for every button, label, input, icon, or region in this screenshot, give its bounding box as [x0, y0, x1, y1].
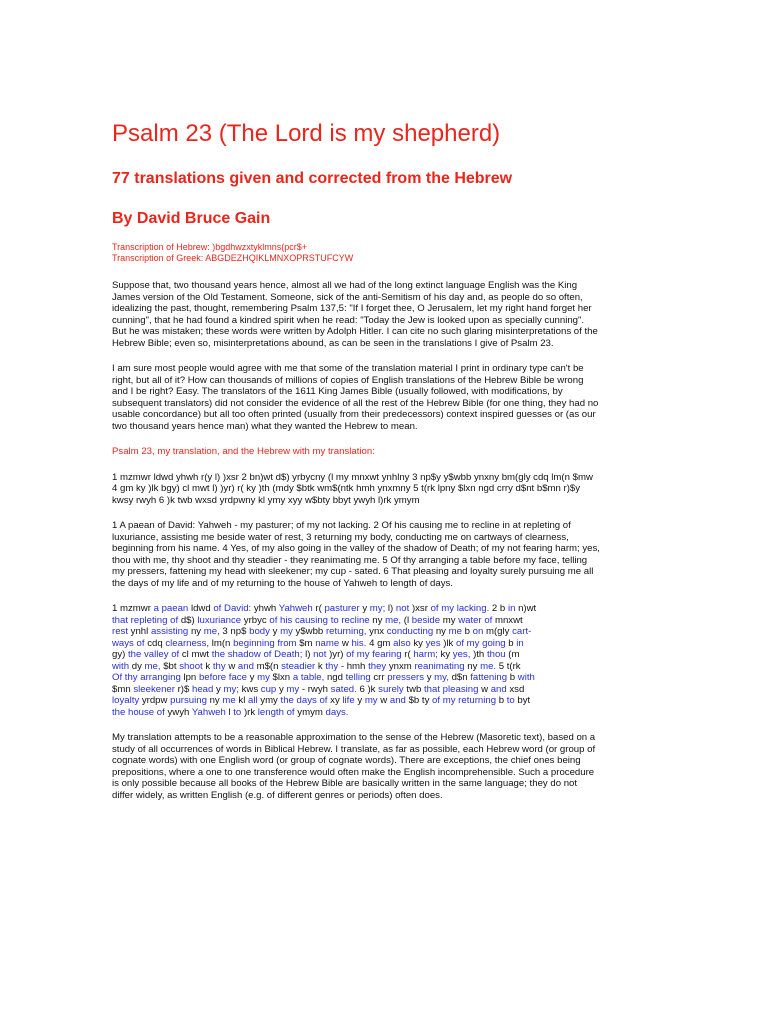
intro-paragraph-2: I am sure most people would agree with me that some of the translation material I print in ordinary type can't be right, but all of it? How can thousands of millions of copies of English translations of the Hebrew Bible be wrong and I be right? Easy. The translators of the 1611 King James Bible (usually followed, with modifications, by subsequent translators) did not consider the evidence of all the rest of the Hebrew Bible (for one thing, they had no usable concordance) but all too often printed (usually from their predecessors) context inspired guesses or (as our two thousand years hence man) what they wanted the Hebrew to mean. — [112, 363, 599, 432]
hebrew-segment: )lk — [443, 637, 457, 649]
hebrew-segment: - hmh — [340, 660, 369, 672]
hebrew-segment: 4 gm — [369, 637, 394, 649]
gloss-segment: length of — [257, 706, 298, 718]
gloss-segment: me — [222, 695, 239, 706]
gloss-segment: to — [506, 695, 518, 706]
gloss-segment: his. — [351, 637, 370, 649]
interlinear-line — [112, 661, 600, 673]
hebrew-segment: d$n — [451, 672, 471, 683]
gloss-segment: me, — [385, 614, 404, 626]
hebrew-segment: w — [341, 637, 352, 649]
gloss-segment: steadier — [281, 660, 318, 672]
gloss-segment: cup — [260, 683, 279, 695]
gloss-segment: reanimating — [414, 660, 468, 672]
hebrew-segment: kl — [238, 695, 248, 706]
hebrew-segment: k — [205, 660, 213, 672]
hebrew-segment: r( — [315, 603, 325, 614]
gloss-segment: not — [395, 603, 412, 614]
document-content — [112, 118, 600, 801]
hebrew-segment: $b — [408, 695, 422, 706]
gloss-segment: me, — [144, 660, 164, 672]
english-translation: 1 A paean of David: Yahweh - my pasturer; of my not lacking. 2 Of his causing me to recline in at repleting of luxuriance, assisting me beside water of rest, 3 returning my body, conducting me on cartways of clearness, beginning from his name. 4 Yes, of my also going in the valley of the shadow of Death; of my not fearing harm; yes, thou with me, thy shoot and thy steadier - they reanimating me. 5 Of thy arranging a table before my face, telling my pressers, fattening my head with sleekener; my cup - sated. 6 That pleasing and loyalty surely pursuing me all the days of my life and of my returning to the house of Yahweh to length of days. — [112, 520, 600, 589]
gloss-segment: before face — [198, 672, 250, 683]
hebrew-segment: crr — [373, 672, 388, 683]
hebrew-segment: $mn — [112, 683, 134, 695]
hebrew-segment: )rk — [243, 706, 258, 718]
hebrew-segment: w — [481, 683, 491, 695]
gloss-segment: days. — [325, 706, 349, 718]
hebrew-segment: )yr) — [329, 649, 347, 660]
transcription-greek: Transcription of Greek: ABGDEZHQIKLMNXOPRSTUFCYW — [112, 253, 354, 263]
hebrew-segment: byt — [517, 695, 531, 706]
gloss-segment: Yahweh — [278, 603, 316, 614]
hebrew-segment: (l — [403, 614, 412, 626]
interlinear-line — [112, 615, 600, 627]
hebrew-segment: cl mwt — [181, 649, 212, 660]
gloss-segment: body — [249, 626, 273, 637]
subtitle: 77 translations given and corrected from the Hebrew — [112, 170, 513, 187]
gloss-segment: they — [368, 660, 389, 672]
hebrew-segment: ny — [467, 660, 481, 672]
hebrew-segment: ngd — [326, 672, 346, 683]
hebrew-segment: b — [508, 637, 517, 649]
gloss-segment: pursuing — [170, 695, 210, 706]
gloss-segment: to — [233, 706, 244, 718]
hebrew-segment: w — [228, 660, 238, 672]
gloss-segment: pasturer — [324, 603, 363, 614]
hebrew-segment: ymy — [260, 695, 281, 706]
hebrew-segment: ny — [372, 614, 386, 626]
gloss-segment: beginning from — [233, 637, 300, 649]
gloss-segment: rest — [112, 626, 131, 637]
gloss-segment: of my fearing — [346, 649, 405, 660]
hebrew-segment: ldwd — [190, 603, 214, 614]
hebrew-transliteration: 1 mzmwr ldwd yhwh r(y l) )xsr 2 bn)wt d$) yrbycny (l my mnxwt ynhlny 3 np$y y$wbb ynxny bm(gly cdq lm(n $mw 4 gm ky )lk bgy) cl mwt l) )yr) r( ky )th (mdy $btk wm$(ntk hmh ynxmny 5 t(rk lpny $lxn ngd crry d$nt b$mn r)$y kwsy rwyh 6 )k twb wxsd yrdpwny kl ymy xyy w$bty bbyt ywyh l)rk ymym — [112, 471, 593, 506]
hebrew-segment: k — [317, 660, 326, 672]
hebrew-segment: ymym — [297, 706, 326, 718]
hebrew-segment: 2 b — [491, 603, 508, 614]
gloss-segment: life — [342, 695, 358, 706]
hebrew-segment: l — [228, 706, 234, 718]
hebrew-segment: r( — [404, 649, 414, 660]
section-heading: Psalm 23, my translation, and the Hebrew with my translation: — [112, 446, 375, 457]
gloss-segment: thou — [486, 649, 509, 660]
hebrew-segment: xy — [330, 695, 343, 706]
gloss-segment: ways of — [112, 637, 148, 649]
gloss-segment: sated. — [330, 683, 360, 695]
gloss-segment: that pleasing — [424, 683, 482, 695]
gloss-segment: my, — [434, 672, 452, 683]
hebrew-segment: my — [442, 614, 459, 626]
gloss-segment: the house of — [112, 706, 168, 718]
gloss-segment: in — [507, 603, 519, 614]
gloss-segment: fattening — [470, 672, 510, 683]
interlinear-line — [112, 603, 600, 615]
hebrew-segment: - rwyh — [301, 683, 331, 695]
hebrew-segment: y — [272, 626, 281, 637]
method-paragraph: My translation attempts to be a reasonable approximation to the sense of the Hebrew (Masoretic text), based on a study of all occurrences of words in Biblical Hebrew. I translate, as far as possible, each Hebrew word (or group of cognate words) with one English word (or group of cognate words). There are exceptions, the chief ones being prepositions, where a one to one transference would often make the English incomprehensible. Such a procedure is only possible because all books of the Hebrew Bible are basically written in the same language; they do not differ widely, as written English (e.g. of different genres or periods) often does. — [112, 732, 596, 801]
page-title: Psalm 23 (The Lord is my shepherd) — [112, 120, 501, 147]
hebrew-segment: mnxwt — [494, 614, 523, 626]
hebrew-segment: b — [464, 626, 473, 637]
gloss-segment: a paean — [153, 603, 191, 614]
hebrew-segment: )xsr — [411, 603, 431, 614]
hebrew-segment: )th — [473, 649, 487, 660]
gloss-segment: me, — [203, 626, 223, 637]
interlinear-line — [112, 649, 600, 661]
gloss-segment: on — [472, 626, 486, 637]
hebrew-segment: y — [216, 683, 224, 695]
hebrew-segment: lm(n — [211, 637, 234, 649]
gloss-segment: yes, — [452, 649, 474, 660]
hebrew-segment: yhwh — [253, 603, 279, 614]
gloss-segment: the valley of — [128, 649, 182, 660]
gloss-segment: of my lacking. — [430, 603, 492, 614]
interlinear-line — [112, 695, 600, 707]
gloss-segment: me. — [480, 660, 499, 672]
gloss-segment: my — [280, 626, 296, 637]
hebrew-segment: y — [426, 672, 435, 683]
hebrew-segment: 3 np$ — [222, 626, 250, 637]
gloss-segment: also — [393, 637, 414, 649]
hebrew-segment: y — [278, 683, 287, 695]
hebrew-segment: b — [509, 672, 518, 683]
gloss-segment: sleekener — [133, 683, 178, 695]
hebrew-segment: twb — [406, 683, 425, 695]
gloss-segment: my — [286, 683, 302, 695]
gloss-segment: with — [517, 672, 535, 683]
hebrew-segment: y — [362, 603, 370, 614]
gloss-segment: not — [313, 649, 330, 660]
hebrew-segment: ky — [440, 649, 453, 660]
gloss-segment: of my returning — [432, 695, 499, 706]
gloss-segment: the days of — [280, 695, 331, 706]
hebrew-segment: ty — [421, 695, 433, 706]
hebrew-segment: b — [498, 695, 507, 706]
interlinear-translation — [112, 603, 600, 718]
gloss-segment: my — [257, 672, 273, 683]
transcription-block — [112, 242, 600, 264]
gloss-segment: of David: — [213, 603, 254, 614]
gloss-segment: thy — [325, 660, 341, 672]
gloss-segment: of his causing to recline — [269, 614, 373, 626]
hebrew-segment: ny — [435, 626, 449, 637]
gloss-segment: a table, — [292, 672, 327, 683]
hebrew-segment: ynhl — [130, 626, 151, 637]
author-line: By David Bruce Gain — [112, 210, 271, 227]
gloss-segment: conducting — [386, 626, 436, 637]
gloss-segment: head — [192, 683, 217, 695]
hebrew-segment: dy — [131, 660, 145, 672]
intro-paragraph-1: Suppose that, two thousand years hence, almost all we had of the long extinct language English was the King James version of the Old Testament. Someone, sick of the anti-Semitism of his day and, as people do so often, idealizing the past, thought, remembering Psalm 137,5: "If I forget thee, O Jerusalem, let my right hand forget her cunning", that he had found a kindred spirit when he read: "Today the Jew is looked upon as specially cunning". But he was mistaken; these words were written by Adolph Hitler. I can cite no such glaring misinterpretations of the Hebrew Bible; even so, misinterpretations abound, as can be seen in the translations I give of Psalm 23. — [112, 280, 598, 349]
hebrew-segment: y — [249, 672, 258, 683]
hebrew-segment: ky — [413, 637, 426, 649]
hebrew-segment: 6 )k — [359, 683, 379, 695]
gloss-segment: water of — [458, 614, 495, 626]
gloss-segment: thy — [212, 660, 229, 672]
interlinear-line — [112, 672, 600, 684]
hebrew-segment: cdq — [147, 637, 166, 649]
hebrew-segment: y$wbb — [295, 626, 326, 637]
hebrew-segment: yrdpw — [141, 695, 171, 706]
hebrew-segment: gy) — [112, 649, 128, 660]
gloss-segment: clearness, — [165, 637, 212, 649]
gloss-segment: me — [448, 626, 465, 637]
hebrew-segment: $m — [299, 637, 316, 649]
gloss-segment: and — [389, 695, 409, 706]
hebrew-segment: yrbyc — [243, 614, 270, 626]
gloss-segment: luxuriance — [197, 614, 244, 626]
hebrew-segment: l) — [305, 649, 314, 660]
gloss-segment: beside — [411, 614, 443, 626]
gloss-segment: my; — [223, 683, 242, 695]
hebrew-segment: ywyh — [167, 706, 192, 718]
gloss-segment: Of thy arranging — [112, 672, 184, 683]
gloss-segment: and — [490, 683, 510, 695]
interlinear-line — [112, 684, 600, 696]
gloss-segment: yes — [425, 637, 444, 649]
hebrew-segment: 1 mzmwr — [112, 603, 154, 614]
hebrew-segment: ynx — [369, 626, 387, 637]
gloss-segment: harm; — [413, 649, 441, 660]
hebrew-segment: kws — [241, 683, 261, 695]
hebrew-segment: xsd — [509, 683, 525, 695]
hebrew-segment: lpn — [183, 672, 199, 683]
gloss-segment: the shadow of Death; — [211, 649, 306, 660]
hebrew-segment: n)wt — [518, 603, 537, 614]
interlinear-line — [112, 638, 600, 650]
hebrew-segment: ynxm — [388, 660, 415, 672]
gloss-segment: in — [516, 637, 524, 649]
gloss-segment: my — [364, 695, 381, 706]
transcription-hebrew: Transcription of Hebrew: )bgdhwzxtyklmns(pcr$+ — [112, 242, 307, 252]
hebrew-segment: m$(n — [256, 660, 282, 672]
gloss-segment: telling — [345, 672, 374, 683]
gloss-segment: all — [248, 695, 261, 706]
gloss-segment: assisting — [150, 626, 191, 637]
gloss-segment: with — [112, 660, 132, 672]
hebrew-segment: y — [357, 695, 365, 706]
interlinear-line — [112, 707, 600, 719]
gloss-segment: loyalty — [112, 695, 142, 706]
hebrew-segment: ny — [190, 626, 204, 637]
hebrew-segment: w — [380, 695, 390, 706]
gloss-segment: cart- — [512, 626, 532, 637]
hebrew-segment: (m — [508, 649, 520, 660]
gloss-segment: my; — [369, 603, 388, 614]
hebrew-segment: 5 t(rk — [498, 660, 521, 672]
gloss-segment: and — [237, 660, 257, 672]
hebrew-segment: $bt — [163, 660, 180, 672]
gloss-segment: of my going — [456, 637, 509, 649]
gloss-segment: surely — [378, 683, 407, 695]
hebrew-segment: d$) — [180, 614, 198, 626]
hebrew-segment: r)$ — [177, 683, 192, 695]
gloss-segment: Yahweh — [191, 706, 229, 718]
hebrew-segment: $lxn — [272, 672, 293, 683]
hebrew-segment: m(gly — [486, 626, 513, 637]
gloss-segment: name — [315, 637, 342, 649]
gloss-segment: returning, — [325, 626, 370, 637]
gloss-segment: pressers — [387, 672, 427, 683]
gloss-segment: shoot — [179, 660, 206, 672]
hebrew-segment: l) — [387, 603, 396, 614]
gloss-segment: that repleting of — [112, 614, 181, 626]
hebrew-segment: ny — [209, 695, 223, 706]
interlinear-line — [112, 626, 600, 638]
